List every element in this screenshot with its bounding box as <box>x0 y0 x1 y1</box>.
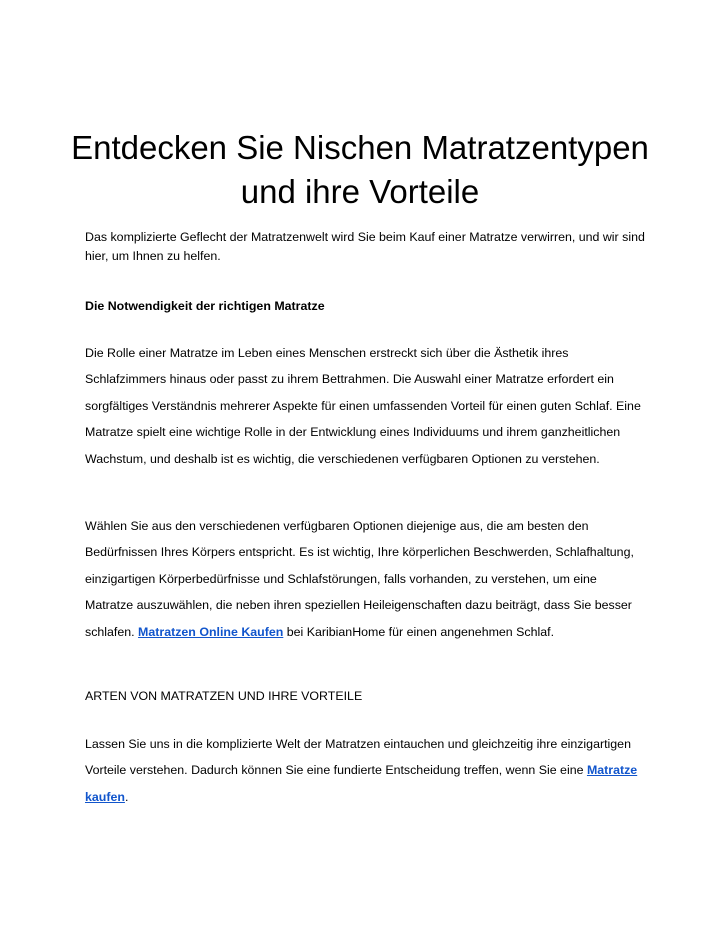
paragraph-mattress-role: Die Rolle einer Matratze im Leben eines Menschen erstreckt sich über die Ästhetik ihres Schlafzimmers hinaus oder passt zu ihrem Bettrahmen. Die Auswahl einer Matratze erfordert ein sorgfältiges Verständnis mehrerer Aspekte für einen umfassenden Vorteil für einen guten Schlaf. Eine Matratze spielt eine wichtige Rolle in der Entwicklung eines Individuums und ihrem ganzheitlichen Wachstum, und deshalb ist es wichtig, die verschiedenen verfügbaren Optionen zu verstehen. <box>85 346 641 466</box>
paragraph-text: . <box>124 789 129 804</box>
paragraph-text: bei KaribianHome für einen angenehmen Schlaf. <box>283 624 555 639</box>
page-title: Entdecken Sie Nischen Matratzentypen und ihre Vorteile <box>71 129 649 210</box>
paragraph-text: Lassen Sie uns in die komplizierte Welt der Matratzen eintauchen und gleichzeitig ihre einzigartigen Vorteile verstehen. Dadurch können Sie eine fundierte Entscheidung treffen, wenn Sie eine <box>85 737 631 778</box>
section-heading-necessity: Die Notwendigkeit der richtigen Matratze <box>85 299 325 313</box>
matratze-kaufen-link[interactable]: Matratze kaufen <box>85 763 638 804</box>
section-heading-types: ARTEN VON MATRATZEN UND IHRE VORTEILE <box>85 689 363 703</box>
intro-paragraph: Das komplizierte Geflecht der Matratzenwelt wird Sie beim Kauf einer Matratze verwirren, und wir sind hier, um Ihnen zu helfen. <box>85 230 645 263</box>
matratzen-online-kaufen-link[interactable]: Matratzen Online Kaufen <box>138 624 284 639</box>
paragraph-text: Wählen Sie aus den verschiedenen verfügbaren Optionen diejenige aus, die am besten den Bedürfnissen Ihres Körpers entspricht. Es ist wichtig, Ihre körperlichen Beschwerden, Schlafhaltung, einzigartigen Körperbedürfnisse und Schlafstörungen, falls vorhanden, zu verstehen, um eine Matratze auszuwählen, die neben ihren speziellen Heileigenschaften dazu beiträgt, dass Sie besser schlafen. <box>85 519 634 639</box>
paragraph-dive-in <box>85 731 645 810</box>
paragraph-choose-options <box>85 513 645 645</box>
